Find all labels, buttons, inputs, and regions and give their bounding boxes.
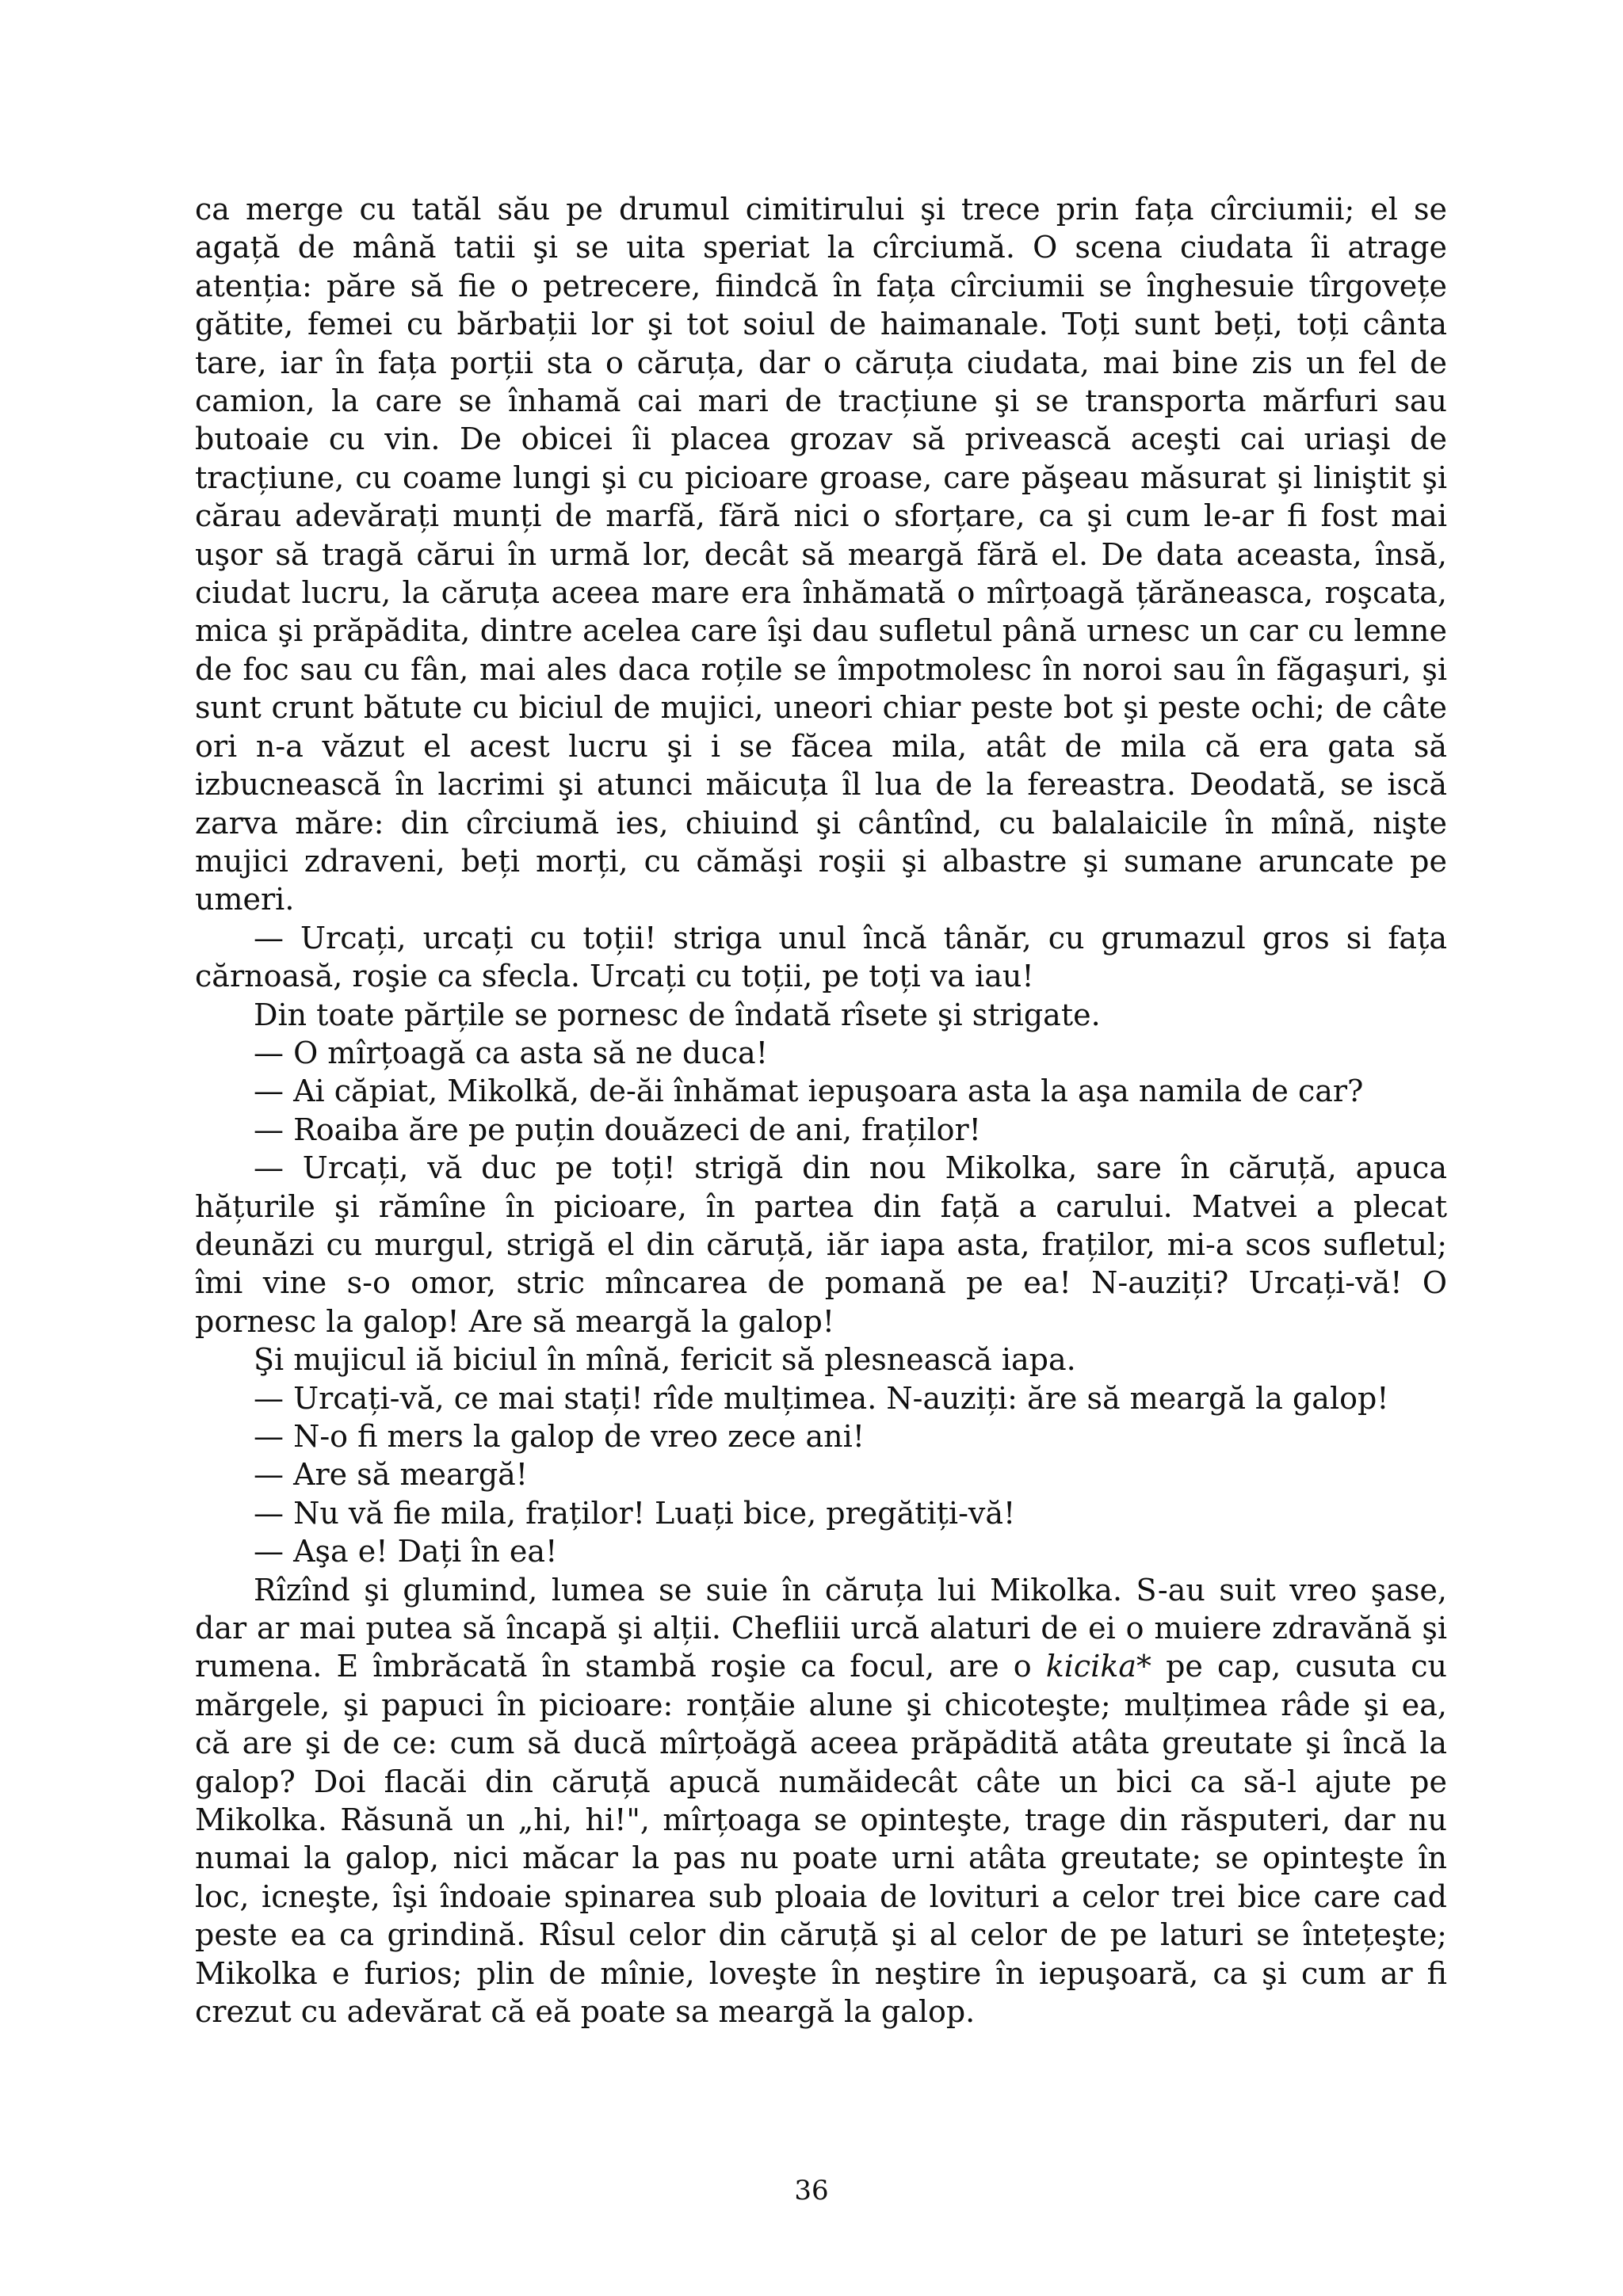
paragraph: Din toate părțile se pornesc de îndată rîsete şi strigate.	[254, 997, 1101, 1032]
paragraph-final	[195, 1571, 1447, 2031]
dialogue-line: — Aşa e! Dați în ea!	[254, 1534, 558, 1569]
italic-term: kicika*	[1045, 1649, 1151, 1684]
dialogue-line: — Urcați, urcați cu toții! striga unul încă tânăr, cu grumazul gros si fața cărnoasă, roşie ca sfecla. Urcați cu toții, pe toți va iau!	[195, 920, 1447, 994]
body-text	[195, 190, 1447, 2031]
dialogue-line: — O mîrțoagă ca asta să ne duca!	[254, 1035, 768, 1070]
text-run: pe cap, cusuta cu mărgele, şi papuci în picioare: ronțăie alune şi chicoteşte; mulțimea râde şi ea, că are şi de ce: cum să ducă mîrțoăgă aceea prăpădită atâta greutate şi încă la galop? Doi flacăi din căruță apucă număidecât câte un bici ca să-l ajute pe Mikolka. Răsună un „hi, hi!", mîrțoaga se opinteşte, trage din răsputeri, dar nu numai la galop, nici măcar la pas nu poate urni atâta greutate; se opinteşte în loc, icneşte, îşi îndoaie spinarea sub ploaia de lovituri a celor trei bice care cad peste ea ca grindină. Rîsul celor din căruță şi al celor de pe laturi se întețeşte; Mikolka e furios; plin de mînie, loveşte în neştire în iepuşoară, ca şi cum ar fi crezut cu adevărat că eă poate sa meargă la galop.	[195, 1649, 1447, 2030]
dialogue-line: — N-o fi mers la galop de vreo zece ani!	[254, 1419, 865, 1454]
text-run: Rîzînd şi glumind, lumea se suie în căruța lui Mikolka. S-au suit vreo şase, dar ar mai putea să încapă şi alții. Chefliii urcă alaturi de ei o muiere zdravănă şi rumena. E îmbrăcată în stambă roşie ca focul, are o	[195, 1572, 1447, 1684]
paragraph: ca merge cu tatăl său pe drumul cimitirului şi trece prin fața cîrciumii; el se agață de mână tatii şi se uita speriat la cîrciumă. O scena ciudata îi atrage atenția: păre să fie o petrecere, fiindcă în fața cîrciumii se înghesuie tîrgovețe gătite, femei cu bărbații lor şi tot soiul de haimanale. Toți sunt beți, toți cânta tare, iar în fața porții sta o căruța, dar o căruța ciudata, mai bine zis un fel de camion, la care se înhamă cai mari de tracțiune şi se transporta mărfuri sau butoaie cu vin. De obicei îi placea grozav să privească aceşti cai uriaşi de tracțiune, cu coame lungi şi cu picioare groase, care păşeau măsurat şi liniştit şi cărau adevărați munți de marfă, fără nici o sforțare, ca şi cum le-ar fi fost mai uşor să tragă cărui în urmă lor, decât să meargă fără el. De data aceasta, însă, ciudat lucru, la căruța aceea mare era înhămată o mîrțoagă țărăneasca, roşcata, mica şi prăpădita, dintre acelea care îşi dau sufletul până urnesc un car cu lemne de foc sau cu fân, mai ales daca roțile se împotmolesc în noroi sau în făgaşuri, şi sunt crunt bătute cu biciul de mujici, uneori chiar peste bot şi peste ochi; de câte ori n-a văzut el acest lucru şi i se făcea mila, atât de mila că era gata să izbucnească în lacrimi şi atunci măicuța îl lua de la fereastra. Deodată, se iscă zarva măre: din cîrciumă ies, chiuind şi cântînd, cu balalaicile în mînă, nişte mujici zdraveni, beți morți, cu cămăşi roşii şi albastre şi sumane aruncate pe umeri.	[195, 192, 1447, 917]
paragraph: Şi mujicul iă biciul în mînă, fericit să plesnească iapa.	[254, 1342, 1076, 1378]
dialogue-line: — Nu vă fie mila, fraților! Luați bice, pregătiți-vă!	[254, 1495, 1016, 1531]
dialogue-line: — Ai căpiat, Mikolkă, de-ăi înhămat iepuşoara asta la aşa namila de car?	[254, 1074, 1364, 1109]
page-number: 36	[794, 2175, 829, 2206]
dialogue-line: — Roaiba ăre pe puțin douăzeci de ani, fraților!	[254, 1112, 981, 1147]
dialogue-line: — Urcați-vă, ce mai stați! rîde mulțimea. N-auziți: ăre să meargă la galop!	[254, 1380, 1389, 1416]
dialogue-line: — Are să meargă!	[254, 1457, 529, 1493]
dialogue-line: — Urcați, vă duc pe toți! strigă din nou Mikolka, sare în căruță, apuca hățurile şi rămîne în picioare, în partea din față a carului. Matvei a plecat deunăzi cu murgul, strigă el din căruță, iăr iapa asta, fraților, mi-a scos sufletul; îmi vine s-o omor, stric mîncarea de pomană pe ea! N-auziți? Urcați-vă! O pornesc la galop! Are să meargă la galop!	[195, 1150, 1447, 1339]
